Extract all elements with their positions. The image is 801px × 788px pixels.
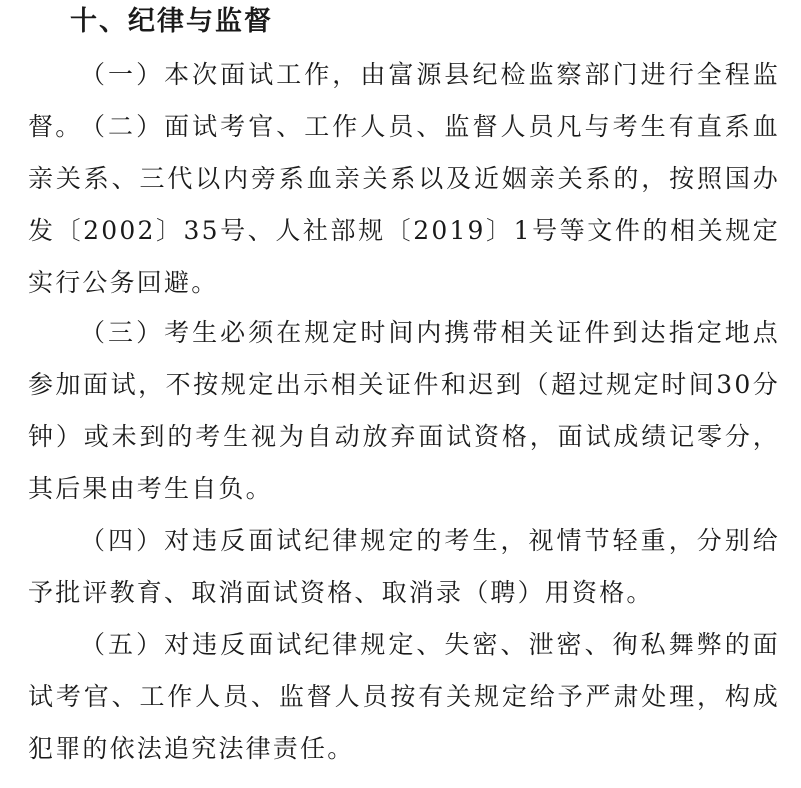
paragraph-4: （四）对违反面试纪律规定的考生，视情节轻重，分别给予批评教育、取消面试资格、取消录（聘）用资格。: [28, 526, 780, 607]
paragraph-1: （一）本次面试工作，由富源县纪检监察部门进行全程监督。: [28, 60, 780, 141]
paragraph-2: （二）面试考官、工作人员、监督人员凡与考生有直系血亲关系、三代以内旁系血亲关系以及近姻亲关系的，按照国办发〔2002〕35号、人社部规〔2019〕1号等文件的相关规定实行公务回避。: [28, 112, 780, 297]
section-heading: 十、纪律与监督: [70, 6, 273, 37]
paragraph-5: （五）对违反面试纪律规定、失密、泄密、徇私舞弊的面试考官、工作人员、监督人员按有关规定给予严肃处理，构成犯罪的依法追究法律责任。: [28, 630, 780, 763]
paragraph-3: （三）考生必须在规定时间内携带相关证件到达指定地点参加面试，不按规定出示相关证件和迟到（超过规定时间30分钟）或未到的考生视为自动放弃面试资格，面试成绩记零分，其后果由考生自负。: [28, 318, 780, 503]
